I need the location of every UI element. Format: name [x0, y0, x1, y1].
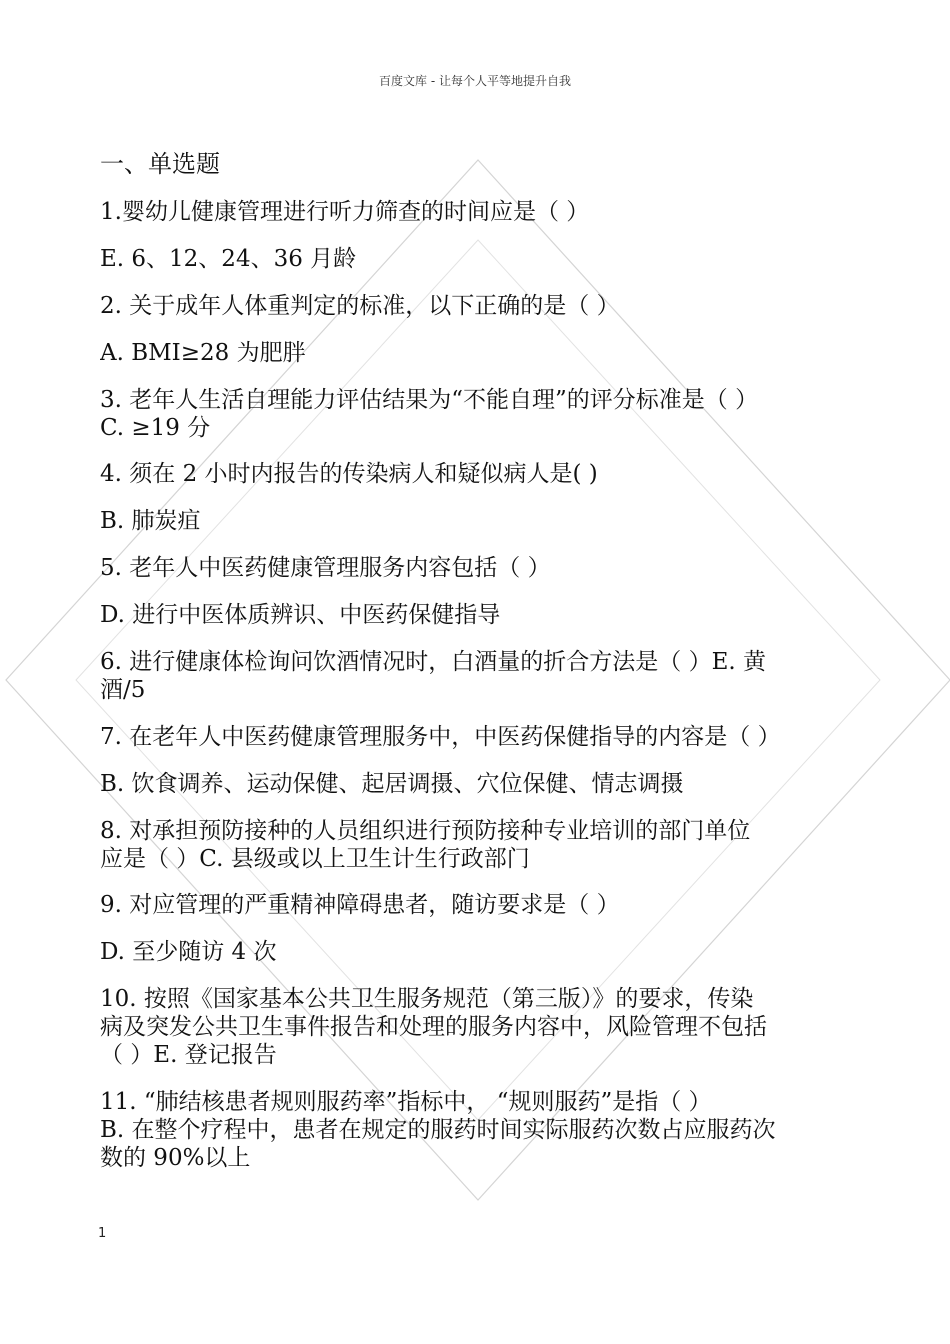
question-5: 5. 老年人中医药健康管理服务内容包括（ ）: [100, 555, 551, 581]
question-8-line-2: 应是（ ）C. 县级或以上卫生计生行政部门: [100, 846, 530, 872]
answer-2: A. BMI≥28 为肥胖: [100, 340, 306, 366]
section-title: 一、单选题: [100, 150, 220, 178]
question-11-line-1: 11. “肺结核患者规则服药率”指标中， “规则服药”是指（ ）: [100, 1089, 712, 1115]
page-header: 百度文库 - 让每个人平等地提升自我: [379, 74, 571, 88]
question-10-line-1: 10. 按照《国家基本公共卫生服务规范（第三版）》的要求，传染: [100, 986, 754, 1012]
question-6-line-1: 6. 进行健康体检询问饮酒情况时，白酒量的折合方法是（ ）E. 黄: [100, 649, 766, 675]
question-2: 2. 关于成年人体重判定的标准，以下正确的是（ ）: [100, 293, 620, 319]
question-4: 4. 须在 2 小时内报告的传染病人和疑似病人是( ): [100, 461, 598, 487]
question-6-line-2: 酒/5: [100, 677, 146, 703]
answer-4: B. 肺炭疽: [100, 508, 201, 534]
question-1: 1.婴幼儿健康管理进行听力筛查的时间应是（ ）: [100, 199, 590, 225]
question-10-line-2: 病及突发公共卫生事件报告和处理的服务内容中，风险管理不包括: [100, 1014, 767, 1040]
answer-3: C. ≥19 分: [100, 415, 211, 441]
question-11-line-2: B. 在整个疗程中，患者在规定的服药时间实际服药次数占应服药次: [100, 1117, 776, 1143]
page-number: 1: [98, 1226, 107, 1241]
question-10-line-3: （ ）E. 登记报告: [100, 1042, 277, 1068]
answer-9: D. 至少随访 4 次: [100, 939, 277, 965]
question-3: 3. 老年人生活自理能力评估结果为“不能自理”的评分标准是（ ）: [100, 387, 759, 413]
question-9: 9. 对应管理的严重精神障碍患者，随访要求是（ ）: [100, 892, 620, 918]
question-7: 7. 在老年人中医药健康管理服务中，中医药保健指导的内容是（ ）: [100, 724, 781, 750]
question-11-line-3: 数的 90%以上: [100, 1145, 251, 1171]
answer-7: B. 饮食调养、运动保健、起居调摄、穴位保健、情志调摄: [100, 771, 684, 797]
answer-1: E. 6、12、24、36 月龄: [100, 246, 357, 272]
answer-5: D. 进行中医体质辨识、中医药保健指导: [100, 602, 501, 628]
question-8-line-1: 8. 对承担预防接种的人员组织进行预防接种专业培训的部门单位: [100, 818, 751, 844]
